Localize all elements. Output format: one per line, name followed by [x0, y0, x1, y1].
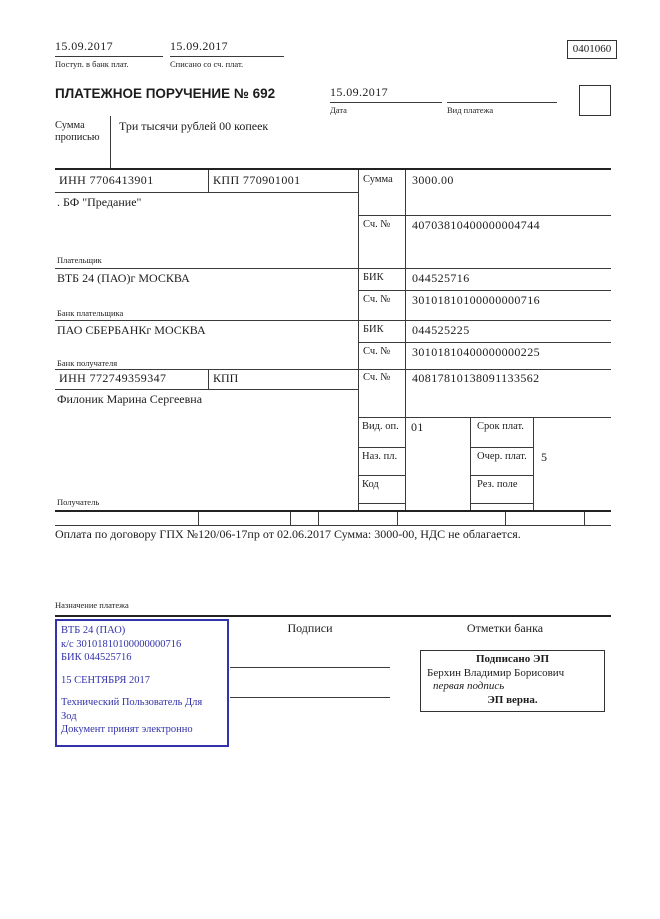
priority-label: Очер. плат.: [477, 451, 527, 462]
beneficiary-account: 40817810138091133562: [412, 371, 540, 385]
sum-row-border: [358, 215, 611, 216]
op-type-value: 01: [411, 420, 424, 434]
tax-row-divider-3: [318, 512, 319, 525]
form-code-box: 0401060: [567, 40, 617, 59]
payer-bank-bik-border: [358, 290, 611, 291]
tax-row-divider-6: [584, 512, 585, 525]
grid-divider-right: [533, 417, 534, 510]
payer-bank-section-border: [55, 320, 611, 321]
ep-verified-note: ЭП верна.: [487, 693, 538, 706]
debited-date-value: 15.09.2017: [170, 40, 284, 57]
payer-section-border: [55, 268, 611, 269]
grid-row2-border-left: [358, 475, 405, 476]
received-date-label: Поступ. в банк плат.: [55, 59, 129, 69]
beneficiary-bank-section-label: Банк получателя: [57, 358, 118, 368]
tax-row-divider-2: [290, 512, 291, 525]
code-label: Код: [362, 479, 379, 490]
beneficiary-section-label: Получатель: [57, 497, 100, 507]
payer-name: . БФ "Предание": [57, 195, 142, 209]
receiver-section-border: [55, 510, 611, 512]
payer-bank-account-label: Сч. №: [363, 294, 391, 305]
beneficiary-inn-row-border: [55, 389, 358, 390]
grid-top-border: [358, 417, 611, 418]
tax-row-divider-1: [198, 512, 199, 525]
status-box: [579, 85, 611, 116]
received-date-block: [55, 40, 163, 69]
signer-name: Берхин Владимир Борисович: [427, 666, 565, 679]
beneficiary-bank-section-border: [55, 369, 611, 370]
stamp-bank-name: ВТБ 24 (ПАО): [61, 625, 126, 636]
priority-value: 5: [541, 450, 547, 464]
payment-purpose-text: Оплата по договору ГПХ №120/06-17пр от 02.06.2017 Сумма: 3000-00, НДС не облагается.: [55, 527, 521, 541]
payer-inn-row-border: [55, 192, 358, 193]
reserve-field-label: Рез. поле: [477, 479, 518, 490]
beneficiary-bank-bik: 044525225: [412, 323, 470, 337]
doc-date-label: Дата: [330, 105, 347, 115]
tax-row-divider-5: [505, 512, 506, 525]
debited-date-block: [170, 40, 284, 69]
beneficiary-account-label: Сч. №: [363, 372, 391, 383]
stamp-bik: БИК 044525716: [61, 652, 132, 663]
signature-verification-box: [420, 650, 605, 712]
beneficiary-bank-bik-border: [358, 342, 611, 343]
payer-account-label: Сч. №: [363, 219, 391, 230]
amount-words-divider: [110, 116, 111, 168]
op-type-label: Вид. оп.: [362, 421, 399, 432]
stamp-user-line1: Технический Пользователь Для: [61, 697, 203, 708]
amount-words-value: Три тысячи рублей 00 копеек: [119, 119, 269, 133]
received-date-value: 15.09.2017: [55, 40, 163, 57]
beneficiary-bank-name: ПАО СБЕРБАНКг МОСКВА: [57, 323, 206, 337]
due-date-label: Срок плат.: [477, 421, 524, 432]
grid-row3-border-left: [358, 503, 405, 504]
payer-bank-section-label: Банк плательщика: [57, 308, 124, 318]
payer-kpp: КПП 770901001: [213, 173, 301, 187]
grid-row1-border-left: [358, 447, 405, 448]
bank-marks-header: Отметки банка: [466, 621, 544, 635]
payer-section-label: Плательщик: [57, 255, 102, 265]
doc-date-block: [330, 86, 442, 115]
grid-row2-border-right: [470, 475, 533, 476]
payment-kind-block: [447, 86, 557, 115]
payer-bank-bik-label: БИК: [363, 272, 384, 283]
signature-line-2: [230, 697, 390, 698]
purpose-code-label: Наз. пл.: [362, 451, 398, 462]
tax-row-divider-4: [397, 512, 398, 525]
payer-bank-account: 30101810100000000716: [412, 293, 540, 307]
sum-value: 3000.00: [412, 173, 454, 187]
payer-inn: ИНН 7706413901: [59, 173, 154, 187]
stamp-accepted-note: Документ принят электронно: [61, 724, 193, 735]
payer-account: 40703810400000004744: [412, 218, 540, 232]
grid-row1-border-right: [470, 447, 533, 448]
beneficiary-name: Филоник Марина Сергеевна: [57, 392, 203, 406]
label-column-divider: [358, 170, 359, 510]
signature-line-1: [230, 667, 390, 668]
beneficiary-bank-bik-label: БИК: [363, 324, 384, 335]
amount-words-label: Сумма прописью: [55, 120, 100, 143]
stamp-gap: [61, 665, 223, 674]
inn-kpp-divider-payer: [208, 170, 209, 192]
payment-kind-label: Вид платежа: [447, 105, 494, 115]
grid-row3-border-right: [470, 503, 533, 504]
stamp-date: 15 СЕНТЯБРЯ 2017: [61, 674, 150, 686]
main-table: [55, 168, 611, 526]
debited-date-label: Списано со сч. плат.: [170, 59, 244, 69]
payer-bank-name: ВТБ 24 (ПАО)г МОСКВА: [57, 271, 190, 285]
payment-kind-value: [447, 86, 557, 103]
signatures-header: Подписи: [287, 621, 333, 635]
beneficiary-bank-account: 30101810400000000225: [412, 345, 540, 359]
signed-ep-title: Подписано ЭП: [475, 653, 550, 665]
stamp-corr-account: к/с 30101810100000000716: [61, 638, 182, 650]
value-column-divider: [405, 170, 406, 510]
beneficiary-inn: ИНН 772749359347: [59, 371, 167, 385]
footer-top-border: [55, 615, 611, 617]
doc-date-value: 15.09.2017: [330, 86, 442, 103]
bank-electronic-stamp: [55, 619, 229, 747]
sum-label: Сумма: [363, 174, 393, 185]
beneficiary-kpp-label: КПП: [213, 371, 239, 385]
stamp-user-line2: Зод: [61, 710, 77, 722]
document-title: ПЛАТЕЖНОЕ ПОРУЧЕНИЕ № 692: [55, 86, 276, 101]
payment-purpose-label: Назначение платежа: [55, 600, 129, 610]
stamp-gap: [61, 687, 223, 696]
first-signature-note: первая подпись: [433, 680, 505, 692]
payer-bank-bik: 044525716: [412, 271, 470, 285]
beneficiary-bank-account-label: Сч. №: [363, 346, 391, 357]
inn-kpp-divider-beneficiary: [208, 369, 209, 389]
grid-divider-left: [470, 417, 471, 510]
